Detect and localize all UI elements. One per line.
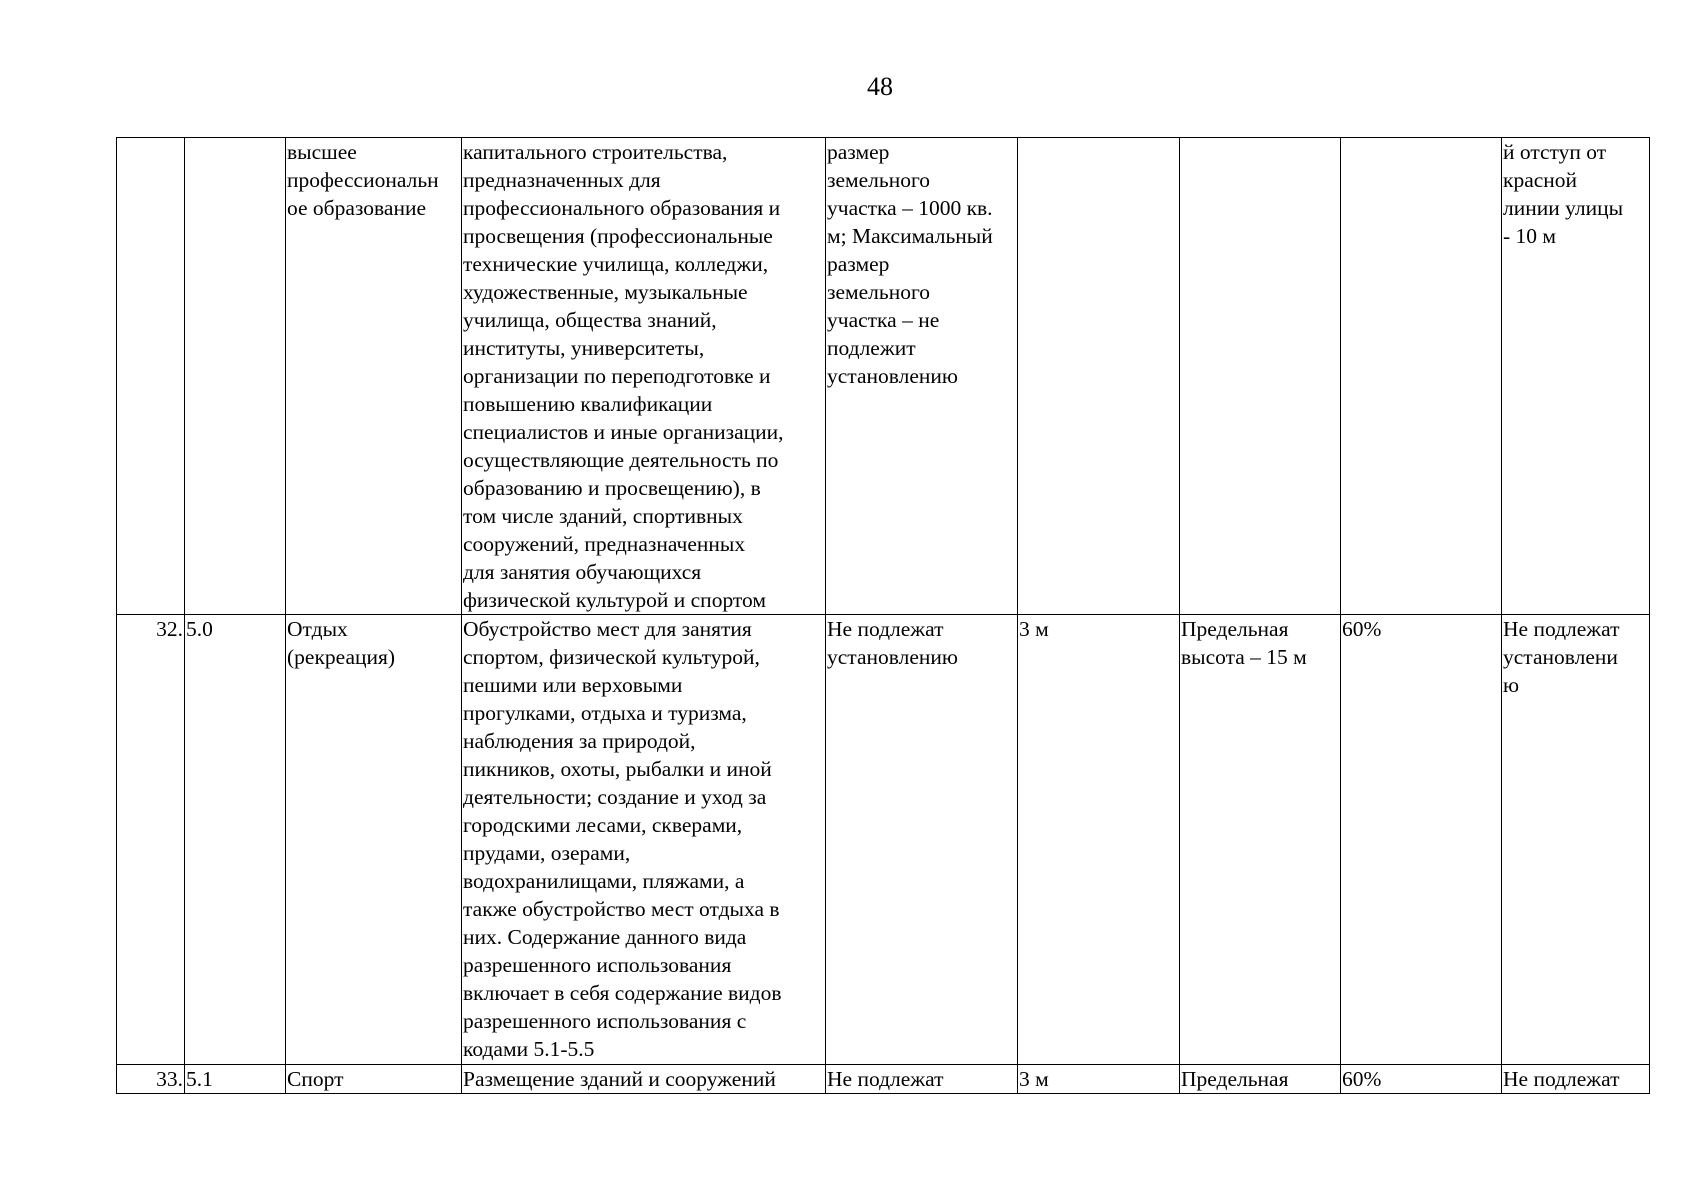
table-row bbox=[117, 615, 1650, 1065]
use-description: Обустройство мест для занятия спортом, физической культурой, пешими или верховыми прогулками, отдыха и туризма, наблюдения за природой, пикников, охоты, рыбалки и иной деятельности; создание и уход за городскими лесами, скверами, прудами, озерами, водохранилищами, пляжами, а также обустройство мест отдыха в них. Содержание данного вида разрешенного использования включает в себя содержание видов разрешенного использования с кодами 5.1-5.5 bbox=[462, 615, 826, 1065]
plot-size: размер земельного участка – 1000 кв. м; Максимальный размер земельного участка – не подлежит установлению bbox=[826, 138, 1018, 615]
row-number: 33. bbox=[117, 1065, 185, 1094]
setback: 3 м bbox=[1018, 615, 1180, 1065]
use-description: капитального строительства, предназначенных для профессионального образования и просвещения (профессиональные технические училища, колледжи, художественные, музыкальные училища, общества знаний, институты, университеты, организации по переподготовке и повышению квалификации специалистов и иные организации, осуществляющие деятельность по образованию и просвещению), в том числе зданий, спортивных сооружений, предназначенных для занятия обучающихся физической культурой и спортом bbox=[462, 138, 826, 615]
use-code bbox=[185, 138, 286, 615]
row-number bbox=[117, 138, 185, 615]
table-row bbox=[117, 1065, 1650, 1094]
max-height: Предельная высота – 15 м bbox=[1180, 615, 1341, 1065]
use-name: Спорт bbox=[286, 1065, 462, 1094]
other-params: Не подлежат bbox=[1502, 1065, 1650, 1094]
use-code: 5.0 bbox=[185, 615, 286, 1065]
coverage: 60% bbox=[1341, 615, 1502, 1065]
use-description: Размещение зданий и сооружений bbox=[462, 1065, 826, 1094]
other-params: й отступ от красной линии улицы - 10 м bbox=[1502, 138, 1650, 615]
regulations-table bbox=[116, 137, 1650, 1094]
max-height: Предельная bbox=[1180, 1065, 1341, 1094]
page-number: 48 bbox=[867, 72, 893, 101]
max-height bbox=[1180, 138, 1341, 615]
coverage: 60% bbox=[1341, 1065, 1502, 1094]
plot-size: Не подлежат установлению bbox=[826, 615, 1018, 1065]
use-code: 5.1 bbox=[185, 1065, 286, 1094]
setback: 3 м bbox=[1018, 1065, 1180, 1094]
other-params: Не подлежат установлени ю bbox=[1502, 615, 1650, 1065]
coverage bbox=[1341, 138, 1502, 615]
row-number: 32. bbox=[117, 615, 185, 1065]
setback bbox=[1018, 138, 1180, 615]
plot-size: Не подлежат bbox=[826, 1065, 1018, 1094]
use-name: высшее профессиональн ое образование bbox=[286, 138, 462, 615]
table-row bbox=[117, 138, 1650, 615]
use-name: Отдых (рекреация) bbox=[286, 615, 462, 1065]
